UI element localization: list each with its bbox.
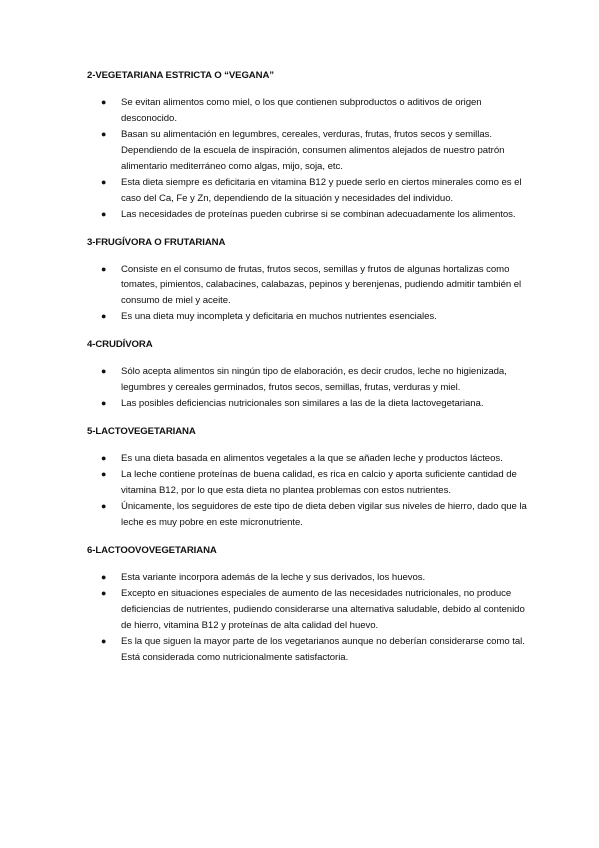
bullet-icon: ● <box>101 398 107 409</box>
bullet-list <box>87 451 527 531</box>
bullet-icon: ● <box>101 501 107 512</box>
list-item <box>87 175 527 206</box>
list-item-text: Excepto en situaciones especiales de aumento de las necesidades nutricionales, no produce deficiencias de nutrientes, pudiendo considerarse una alternativa saludable, debido al contenido de hierro, vitamina B12 y proteínas de alta calidad del huevo. <box>121 588 525 631</box>
list-item-text: Es la que siguen la mayor parte de los vegetarianos aunque no deberían considerarse como tal. Está considerada como nutricionalmente satisfactoria. <box>121 636 525 663</box>
list-item <box>87 364 527 395</box>
list-item-text: Esta variante incorpora además de la leche y sus derivados, los huevos. <box>121 571 426 583</box>
section-crudivora <box>87 337 527 412</box>
bullet-icon: ● <box>101 452 107 463</box>
list-item <box>87 95 527 126</box>
bullet-icon: ● <box>101 636 107 647</box>
section-heading: 3-FRUGÍVORA O FRUTARIANA <box>87 236 226 248</box>
bullet-icon: ● <box>101 176 107 187</box>
list-item-text: Se evitan alimentos como miel, o los que contienen subproductos o aditivos de origen desconocido. <box>121 97 482 124</box>
list-item <box>87 467 527 498</box>
section-heading: 6-LACTOOVOVEGETARIANA <box>87 544 217 556</box>
list-item <box>87 451 527 467</box>
list-item <box>87 634 527 665</box>
bullet-list <box>87 364 527 412</box>
list-item-text: Consiste en el consumo de frutas, frutos secos, semillas y frutos de algunas hortalizas como tomates, pimientos, calabacines, calabazas, pepinos y berenjenas, pudiendo admitir también el consumo de miel y aceite. <box>121 263 522 307</box>
section-heading: 5-LACTOVEGETARIANA <box>87 425 196 437</box>
list-item-text: Es una dieta basada en alimentos vegetales a la que se añaden leche y productos lácteos. <box>121 452 503 464</box>
bullet-list <box>87 95 527 223</box>
section-lactovegetariana <box>87 424 527 531</box>
list-item <box>87 309 527 325</box>
list-item <box>87 127 527 174</box>
list-item <box>87 586 527 633</box>
section-heading: 2-VEGETARIANA ESTRICTA O “VEGANA” <box>87 70 274 81</box>
list-item <box>87 570 527 586</box>
list-item-text: Es una dieta muy incompleta y deficitaria en muchos nutrientes esenciales. <box>121 311 437 323</box>
list-item <box>87 499 527 530</box>
bullet-icon: ● <box>101 208 107 219</box>
list-item-text: La leche contiene proteínas de buena calidad, es rica en calcio y aporta suficiente cantidad de vitamina B12, por lo que esta dieta no plantea problemas con estos nutrientes. <box>121 469 517 497</box>
list-item-text: Las posibles deficiencias nutricionales son similares a las de la dieta lactovegetariana. <box>121 398 484 410</box>
section-heading: 4-CRUDÍVORA <box>87 339 153 351</box>
bullet-icon: ● <box>101 97 107 107</box>
list-item <box>87 396 527 412</box>
bullet-icon: ● <box>101 311 107 322</box>
list-item-text: Basan su alimentación en legumbres, cereales, verduras, frutas, frutos secos y semillas. Dependiendo de la escuela de inspiración, consumen alimentos alejados de nuestro patrón alimentario mediterráneo como algas, mijo, soja, etc. <box>121 129 505 172</box>
section-lactoovovegetariana <box>87 543 527 666</box>
bullet-icon: ● <box>101 263 107 274</box>
list-item-text: Las necesidades de proteínas pueden cubrirse si se combinan adecuadamente los alimentos. <box>121 208 516 220</box>
list-item <box>87 207 527 223</box>
list-item-text: Únicamente, los seguidores de este tipo de dieta deben vigilar sus niveles de hierro, dado que la leche es muy pobre en este micronutriente. <box>121 501 527 529</box>
bullet-icon: ● <box>101 469 107 480</box>
section-frugivora <box>87 235 527 326</box>
bullet-icon: ● <box>101 588 107 599</box>
bullet-icon: ● <box>101 366 107 377</box>
list-item <box>87 262 527 309</box>
bullet-list <box>87 262 527 326</box>
bullet-list <box>87 570 527 666</box>
list-item-text: Sólo acepta alimentos sin ningún tipo de elaboración, es decir crudos, leche no higienizada, legumbres y cereales germinados, frutos secos, semillas, frutas, verduras y miel. <box>121 366 507 393</box>
list-item-text: Esta dieta siempre es deficitaria en vitamina B12 y puede serlo en ciertos minerales como es el caso del Ca, Fe y Zn, dependiendo de la situación y necesidades del individuo. <box>121 176 522 204</box>
document-body <box>87 68 527 677</box>
section-vegetariana-estricta <box>87 68 527 223</box>
bullet-icon: ● <box>101 571 107 582</box>
bullet-icon: ● <box>101 129 107 140</box>
